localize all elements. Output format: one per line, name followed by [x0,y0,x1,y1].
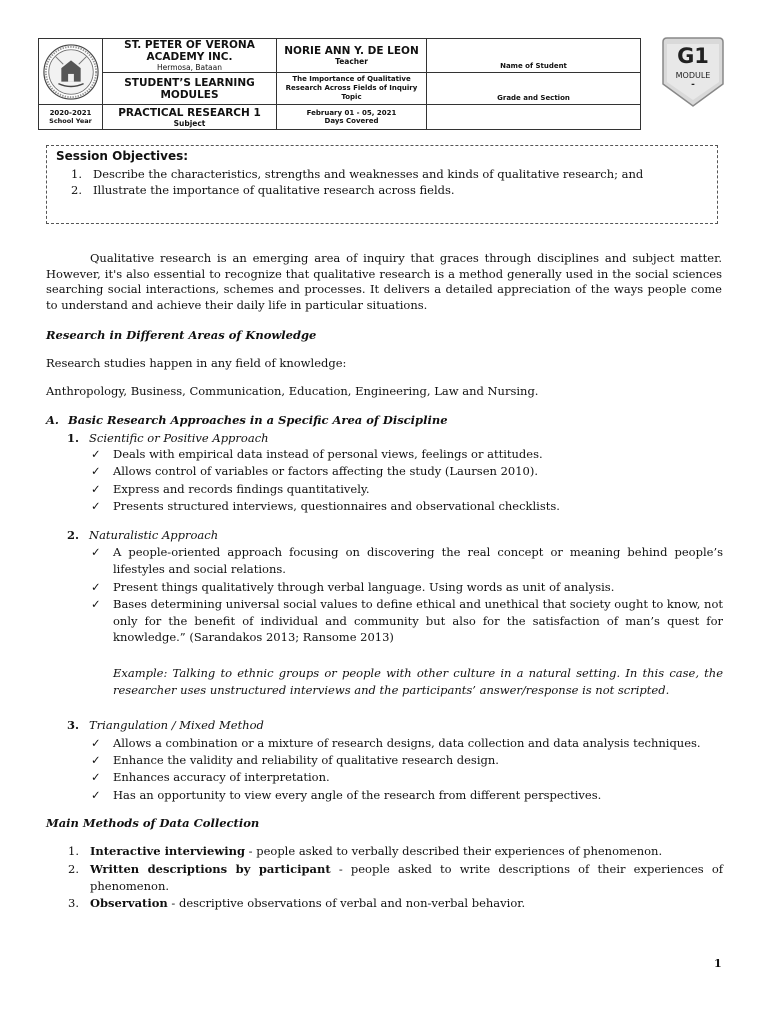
checkmark-icon: ✓ [91,545,101,559]
method-number: 1. [68,844,79,858]
approach-heading [67,717,264,734]
module-title-cell [103,73,277,105]
checkmark-icon: ✓ [91,753,101,767]
method-number: 3. [68,896,79,910]
approach-title: Naturalistic Approach [89,528,219,542]
approach-number: 2. [67,528,80,542]
check-text: Has an opportunity to view every angle of the research from different perspectives. [113,788,602,802]
days-covered: February 01 - 05, 2021 [306,109,397,117]
approach-number: 1. [67,431,80,445]
check-text: Bases determining universal social values to define ethical and unethical that society ought to know, not only for the benefit of individual and community but also for the satisfaction of man’s quest for knowledge.” (Sarandakos 2013; Ransome 2013) [113,597,723,644]
method-description: - people asked to verbally described their experiences of phenomenon. [245,844,663,858]
school-year-label: School Year [49,117,92,125]
approach-title: Scientific or Positive Approach [89,431,269,445]
subject-label: Subject [173,118,206,128]
check-text: Express and records findings quantitatively. [113,482,370,496]
method-item [68,843,723,860]
school-logo-cell [39,39,103,105]
checkmark-icon: ✓ [91,770,101,784]
method-description: - people asked to write descriptions of their experiences of phenomenon. [90,862,724,893]
check-text: Present things qualitatively through verbal language. Using words as unit of analysis. [113,580,615,594]
topic-label: Topic [341,93,362,101]
page-number: 1 [714,957,722,970]
check-item [91,735,723,752]
check-item [91,579,723,596]
badge-grade: G1 [677,44,709,68]
approach-title: Triangulation / Mixed Method [89,718,264,732]
school-year: 2020-2021 [49,109,92,117]
checkmark-icon: ✓ [91,464,101,478]
checkmark-icon: ✓ [91,499,101,513]
badge-label: MODULE [675,71,711,80]
check-item [91,481,721,498]
subject-name: PRACTICAL RESEARCH 1 [118,106,261,119]
teacher-name: NORIE ANN Y. DE LEON [284,45,419,57]
objectives-title: Session Objectives: [56,149,189,163]
section-a-letter: A. [46,413,59,427]
methods-heading: Main Methods of Data Collection [46,816,260,830]
checkmark-icon: ✓ [91,447,101,461]
checkmark-icon: ✓ [91,580,101,594]
days-label: Days Covered [324,117,379,125]
school-location: Hermosa, Bataan [157,63,222,72]
check-item [91,498,721,515]
check-text: Deals with empirical data instead of personal views, feelings or attitudes. [113,447,543,461]
checkmark-icon: ✓ [91,736,101,750]
section-a-title: Basic Research Approaches in a Specific Area of Discipline [68,413,448,427]
approach-number: 3. [67,718,80,732]
check-text: Allows a combination or a mixture of research designs, data collection and data analysis techniques. [113,736,701,750]
teacher-label: Teacher [335,57,368,66]
check-text: Presents structured interviews, questionnaires and observational checklists. [113,499,560,513]
method-term: Written descriptions by participant [90,862,331,876]
checkmark-icon: ✓ [91,482,101,496]
module-header-table [38,38,641,130]
grade-section-label: Grade and Section [497,94,570,102]
approach-example: Example: Talking to ethnic groups or people with other culture in a natural setting. In this case, the researcher uses unstructured interviews and the participants’ answer/response is not scripted. [113,666,723,697]
intro-paragraph: Qualitative research is an emerging area of inquiry that graces through disciplines and subject matter. However, it's also essential to recognize that qualitative research is a method generally used in the social sciences searching social interactions, schemes and processes. It delivers a detailed appreciation of the ways people come to understand and achieve their daily life in particular situations. [46,251,722,312]
check-item [91,769,723,786]
check-item [91,596,723,646]
areas-line-1: Research studies happen in any field of knowledge: [46,356,347,370]
objective-item [71,167,643,181]
check-text: Enhance the validity and reliability of qualitative research design. [113,753,499,767]
objective-text: Describe the characteristics, strengths and weaknesses and kinds of qualitative research; and [93,167,644,181]
areas-line-2: Anthropology, Business, Communication, Education, Engineering, Law and Nursing. [46,384,539,398]
blank-cell [427,105,641,130]
checkmark-icon: ✓ [91,597,101,611]
teacher-cell [277,39,427,73]
school-name: ST. PETER OF VERONA ACADEMY INC. [124,39,255,63]
school-year-cell [39,105,103,130]
check-item [91,544,723,577]
method-number: 2. [68,862,79,876]
student-name-cell [427,39,641,73]
objective-text: Illustrate the importance of qualitative research across fields. [93,183,455,197]
objective-number: 2. [71,183,82,197]
section-a-heading [46,412,448,429]
school-seal-icon [42,43,100,101]
module-title: STUDENT’S LEARNING MODULES [124,76,255,101]
approach-heading [67,527,218,544]
method-item [68,861,723,894]
days-cell [277,105,427,130]
session-objectives-box [46,145,718,224]
check-item [91,446,721,463]
check-item [91,787,723,804]
areas-heading: Research in Different Areas of Knowledge [46,328,317,342]
method-item [68,895,723,912]
badge-number: - [691,80,695,90]
grade-section-cell [427,73,641,105]
approach-heading [67,430,269,447]
check-text: A people-oriented approach focusing on discovering the real concept or meaning behind people’s lifestyles and social relations. [113,545,723,576]
topic-cell [277,73,427,105]
module-badge [660,36,726,108]
school-name-cell [103,39,277,73]
check-text: Allows control of variables or factors affecting the study (Laursen 2010). [113,464,538,478]
method-description: - descriptive observations of verbal and non-verbal behavior. [167,896,526,910]
check-text: Enhances accuracy of interpretation. [113,770,330,784]
objective-number: 1. [71,167,82,181]
objective-item [71,183,455,197]
checkmark-icon: ✓ [91,788,101,802]
student-name-label: Name of Student [500,62,567,70]
topic-text: The Importance of Qualitative Research Across Fields of Inquiry [285,75,418,92]
method-term: Interactive interviewing [90,844,246,858]
subject-cell [103,105,277,130]
check-item [91,752,723,769]
method-term: Observation [90,896,168,910]
check-item [91,463,721,480]
